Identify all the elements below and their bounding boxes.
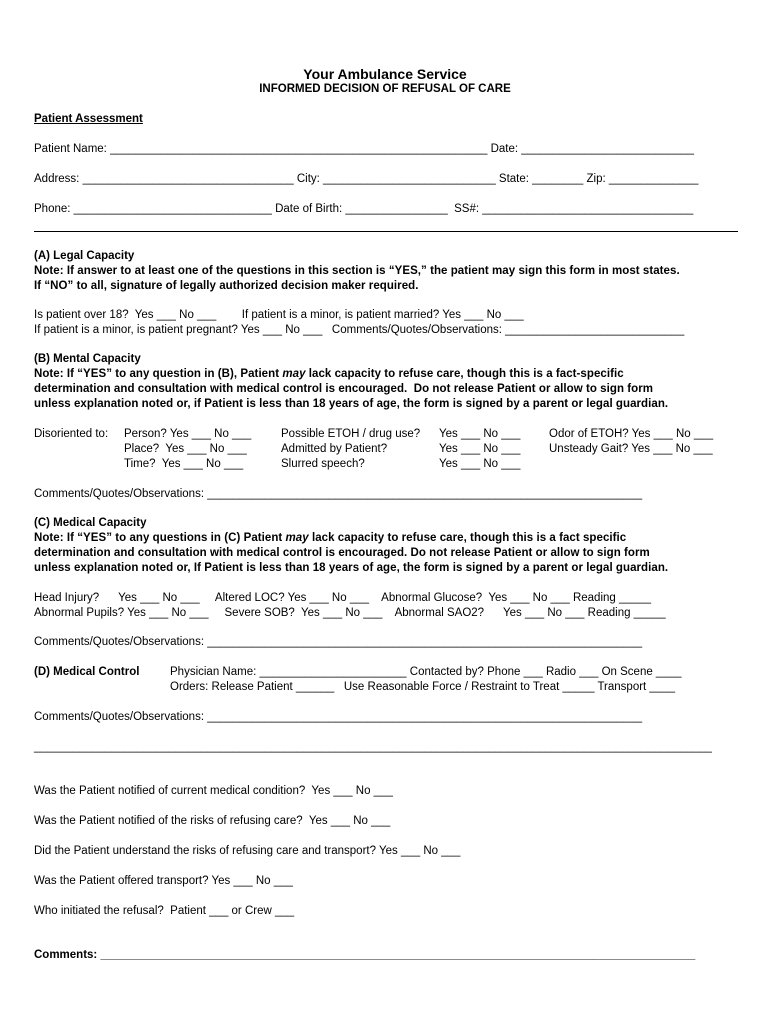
medical-capacity-row-1[interactable]: Head Injury? Yes ___ No ___ Altered LOC? Yes ___ No ___ Abnormal Glucose? Yes ___ No ___ Reading _____ [34,592,651,604]
question-offered-transport[interactable]: Was the Patient offered transport? Yes ___ No ___ [34,875,293,887]
etoh-drug-label: Possible ETOH / drug use? [281,428,421,440]
legal-capacity-question-1[interactable]: Is patient over 18? Yes ___ No ___ If patient is a minor, is patient married? Yes ___ No ___ [34,309,524,321]
phone-dob-ssn-field[interactable]: Phone: _______________________________ Date of Birth: ________________ SS#: _________________________________ [34,203,694,215]
mental-capacity-heading: (B) Mental Capacity [34,353,141,365]
mental-capacity-note-2: determination and consultation with medical control is encouraged. Do not release Patient or allow to sign form [34,383,654,395]
legal-capacity-note-1: Note: If answer to at least one of the questions in this section is “YES,” the patient may sign this form in most states. [34,265,680,277]
section-divider [34,231,738,232]
legal-capacity-heading: (A) Legal Capacity [34,250,135,262]
admitted-label: Admitted by Patient? [281,443,388,455]
final-comments-label: Comments: [34,949,98,961]
mental-capacity-comments[interactable]: Comments/Quotes/Observations: ____________________________________________________________________ [34,488,643,500]
question-initiated-refusal[interactable]: Who initiated the refusal? Patient ___ or Crew ___ [34,905,295,917]
etoh-drug-answer[interactable]: Yes ___ No ___ [439,428,521,440]
slurred-speech-label: Slurred speech? [281,458,365,470]
medical-capacity-row-2[interactable]: Abnormal Pupils? Yes ___ No ___ Severe SOB? Yes ___ No ___ Abnormal SAO2? Yes ___ No ___ Reading _____ [34,607,666,619]
orders-field[interactable]: Orders: Release Patient ______ Use Reasonable Force / Restraint to Treat _____ Transport ____ [170,681,676,693]
question-notified-risks[interactable]: Was the Patient notified of the risks of refusing care? Yes ___ No ___ [34,815,391,827]
mental-capacity-note-1: Note: If “YES” to any question in (B), Patient may lack capacity to refuse care, though this is a fact-specific [34,368,624,380]
unsteady-gait-field[interactable]: Unsteady Gait? Yes ___ No ___ [549,443,713,455]
admitted-answer[interactable]: Yes ___ No ___ [439,443,521,455]
physician-contact-field[interactable]: Physician Name: _______________________ Contacted by? Phone ___ Radio ___ On Scene ____ [170,666,682,678]
mental-capacity-note-3: unless explanation noted or, if Patient is less than 18 years of age, the form is signed by a parent or legal guardian. [34,398,669,410]
legal-capacity-question-2[interactable]: If patient is a minor, is patient pregnant? Yes ___ No ___ Comments/Quotes/Observations: ____________________________ [34,324,685,336]
patient-assessment-heading: Patient Assessment [34,113,143,125]
question-notified-condition[interactable]: Was the Patient notified of current medical condition? Yes ___ No ___ [34,785,393,797]
medical-capacity-comments[interactable]: Comments/Quotes/Observations: ____________________________________________________________________ [34,636,643,648]
medical-capacity-note-3: unless explanation noted or, If Patient is less than 18 years of age, the form is signed by a parent or legal guardian. [34,562,669,574]
medical-capacity-note-1: Note: If “YES” to any questions in (C) Patient may lack capacity to refuse care, though this is a fact specific [34,532,627,544]
form-subtitle: INFORMED DECISION OF REFUSAL OF CARE [259,83,511,95]
medical-control-comments-continued[interactable]: __________________________________________________________________________________________________________ [34,741,712,753]
address-city-state-zip-field[interactable]: Address: _________________________________ City: ___________________________ State: ________ Zip: ______________ [34,173,699,185]
final-comments-line[interactable]: _____________________________________________________________________________________________ [97,949,696,961]
final-comments-field[interactable] [34,949,695,961]
legal-capacity-note-2: If “NO” to all, signature of legally authorized decision maker required. [34,280,419,292]
disoriented-label: Disoriented to: [34,428,109,440]
odor-etoh-field[interactable]: Odor of ETOH? Yes ___ No ___ [549,428,714,440]
disoriented-person[interactable]: Person? Yes ___ No ___ [124,428,252,440]
form-title: Your Ambulance Service [303,66,467,82]
question-understood-risks[interactable]: Did the Patient understand the risks of refusing care and transport? Yes ___ No ___ [34,845,461,857]
medical-capacity-note-2: determination and consultation with medical control is encouraged. Do not release Patient or allow to sign form [34,547,650,559]
slurred-speech-answer[interactable]: Yes ___ No ___ [439,458,521,470]
medical-control-heading: (D) Medical Control [34,666,140,678]
medical-capacity-heading: (C) Medical Capacity [34,517,147,529]
disoriented-place[interactable]: Place? Yes ___ No ___ [124,443,247,455]
medical-control-comments[interactable]: Comments/Quotes/Observations: ____________________________________________________________________ [34,711,643,723]
disoriented-time[interactable]: Time? Yes ___ No ___ [124,458,244,470]
patient-name-date-field[interactable]: Patient Name: ___________________________________________________________ Date: ___________________________ [34,143,694,155]
